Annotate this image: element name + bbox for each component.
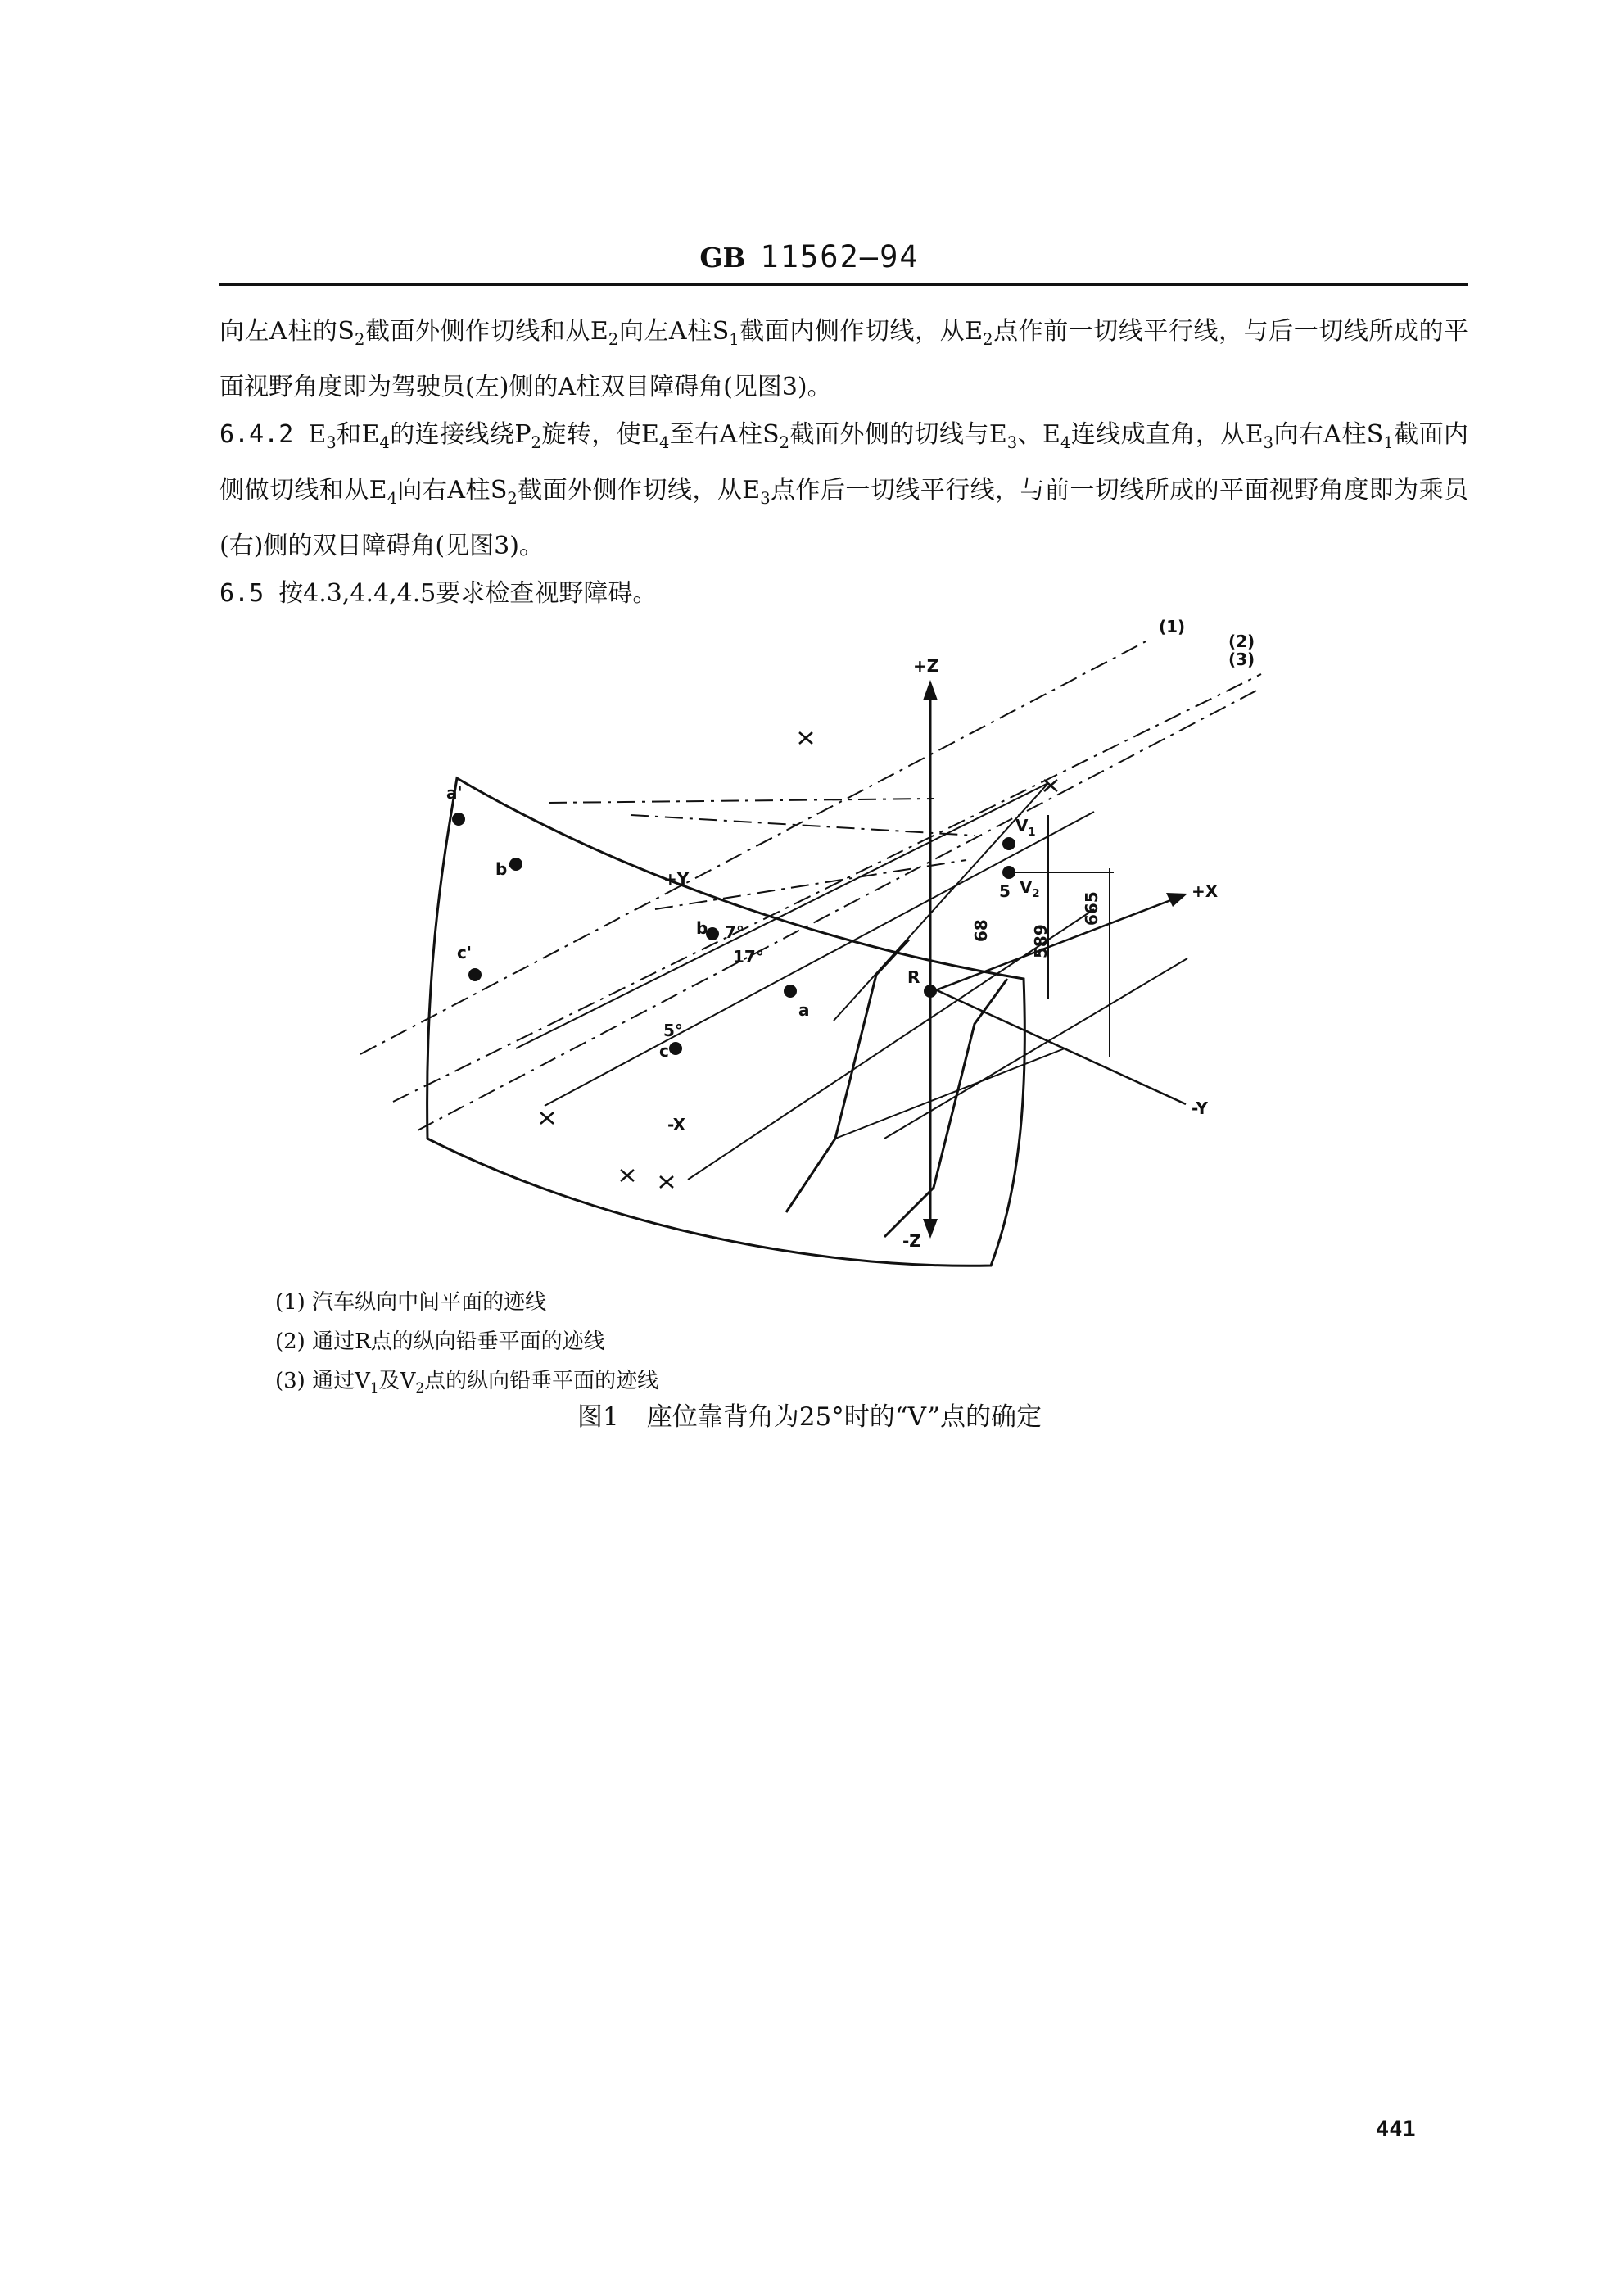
figure-title: 座位靠背角为25°时的“V”点的确定 (646, 1402, 1042, 1432)
label-point-a: a (798, 1000, 810, 1020)
point-a-prime (453, 813, 464, 825)
point-r (925, 985, 936, 997)
label-plus-z: +Z (913, 656, 939, 676)
point-c (670, 1043, 681, 1054)
cross-mark (621, 1170, 634, 1181)
label-minus-y: -Y (1192, 1098, 1208, 1118)
figure-number: 图1 (577, 1402, 619, 1432)
label-v1: $V_1$ (1015, 816, 1036, 839)
cross-mark (660, 1176, 673, 1188)
trace-line-2 (393, 674, 1261, 1102)
legend-item-2: (2) 通过R点的纵向铅垂平面的迹线 (275, 1329, 605, 1354)
header-rule (219, 283, 1468, 286)
legend-item-1: (1) 汽车纵向中间平面的迹线 (275, 1290, 547, 1315)
label-v2: $V_2$ (1020, 877, 1040, 900)
standard-number: 11562—94 (760, 239, 920, 274)
label-dim-589: 589 (1031, 924, 1051, 958)
label-point-b: b (696, 918, 708, 938)
label-c-prime: c' (457, 943, 472, 962)
standard-prefix: GB (699, 242, 746, 274)
minus-z-arrow (923, 1219, 938, 1239)
x-axis (934, 897, 1179, 991)
figure-caption (0, 1396, 1619, 1433)
construction-line (545, 812, 1094, 1106)
label-trace-2: (2) (1228, 632, 1255, 651)
point-v1 (1003, 838, 1015, 849)
label-trace-1: (1) (1159, 617, 1186, 636)
label-minus-z: -Z (902, 1231, 921, 1251)
label-angle-7: 7° (725, 922, 744, 942)
label-trace-3: (3) (1228, 650, 1255, 669)
page-number: 441 (1376, 2117, 1416, 2142)
paragraph-6-4-2: 6.4.2 $E_3$和$E_4$的连接线绕$P_2$旋转，使$E_4$至右A柱$S_2$截面外侧的切线与$E_3$、$E_4$连线成直角，从$E_3$向右A柱$S_1$截面内侧做切线和从$E_4$向右A柱$S_2$截面外侧作切线，从$E_3$点作后一切线平行线，与前一切线所成的平面视野角度即为乘员(右)侧的双目障碍角(见图3)。 (219, 420, 1469, 560)
label-minus-x: -X (667, 1115, 686, 1134)
legend-item-3: (3) 通过$V_1$及$V_2$点的纵向铅垂平面的迹线 (275, 1369, 659, 1397)
sight-line-b (631, 815, 975, 836)
pillar-left (786, 940, 909, 1212)
label-plus-x: +X (1192, 881, 1219, 901)
windshield-outline (427, 778, 1025, 1266)
label-angle-5: 5° (663, 1021, 683, 1040)
trace-line-3 (418, 688, 1261, 1130)
pillar-right (884, 979, 1007, 1237)
section-number: 6.5 (219, 579, 265, 608)
label-dim-5: 5 (999, 881, 1011, 901)
section-number: 6.4.2 (219, 420, 294, 449)
label-dim-68: 68 (971, 919, 991, 942)
point-b (707, 928, 718, 940)
label-plus-y: +Y (663, 869, 690, 889)
label-a-prime: a' (446, 783, 463, 803)
plus-z-arrow (923, 680, 938, 700)
point-a (785, 985, 796, 997)
paragraph-6-4-1-continued: 向左A柱的$S_2$截面外侧作切线和从$E_2$向左A柱$S_1$截面内侧作切线，从$E_2$点作前一切线平行线，与后一切线所成的平面视野角度即为驾驶员(左)侧的A柱双目障碍角(见图3)。 (219, 317, 1469, 401)
label-point-r: R (907, 967, 920, 987)
label-angle-17: 17° (733, 947, 764, 967)
sight-line-a (549, 799, 934, 803)
cross-mark (540, 1112, 554, 1124)
body-text (219, 308, 1468, 618)
paragraph-6-5: 6.5 按4.3,4.4,4.5要求检查视野障碍。 (219, 579, 658, 608)
figure-1-diagram (344, 614, 1261, 1251)
cross-mark (799, 732, 812, 744)
point-c-prime (469, 969, 481, 980)
label-point-c: c (659, 1041, 669, 1061)
trace-line-1 (360, 639, 1151, 1054)
label-b-prime: b' (495, 859, 513, 879)
page-header (0, 239, 1619, 274)
construction-line (516, 783, 1048, 1048)
figure-legend (275, 1283, 658, 1407)
label-dim-665: 665 (1082, 891, 1101, 926)
